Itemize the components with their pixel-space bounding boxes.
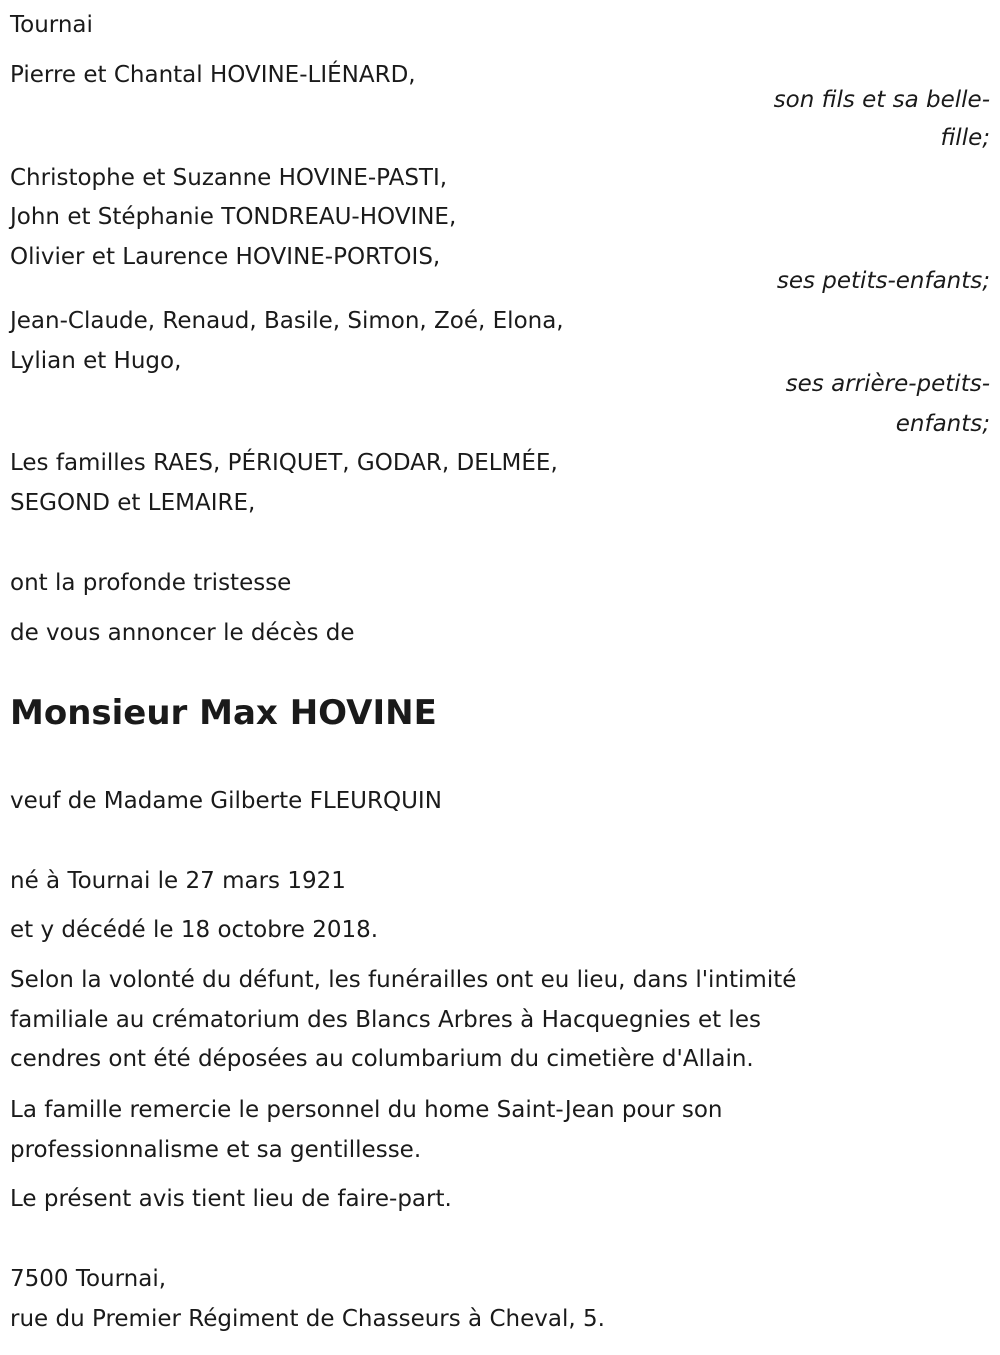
funeral-text: familiale au crématorium des Blancs Arbres à Hacquegnies et les <box>10 1007 761 1033</box>
address: 7500 Tournai, <box>10 1266 167 1292</box>
notice: Le présent avis tient lieu de faire-part. <box>10 1186 452 1212</box>
family-names: SEGOND et LEMAIRE, <box>10 490 256 516</box>
family-names: John et Stéphanie TONDREAU-HOVINE, <box>10 204 457 230</box>
death: et y décédé le 18 octobre 2018. <box>10 917 379 943</box>
birth: né à Tournai le 27 mars 1921 <box>10 868 346 894</box>
city: Tournai <box>10 12 93 38</box>
announcement: ont la profonde tristesse <box>10 570 292 596</box>
family-relation: ses arrière-petits- <box>785 371 990 397</box>
family-names: Jean-Claude, Renaud, Basile, Simon, Zoé, Elona, <box>10 308 564 334</box>
address: rue du Premier Régiment de Chasseurs à Cheval, 5. <box>10 1306 605 1332</box>
family-relation: ses petits-enfants; <box>776 268 990 294</box>
thanks-text: La famille remercie le personnel du home Saint-Jean pour son <box>10 1097 723 1123</box>
family-relation: son fils et sa belle- <box>773 87 990 113</box>
family-relation: fille; <box>940 125 990 151</box>
family-names: Pierre et Chantal HOVINE-LIÉNARD, <box>10 62 416 88</box>
family-names: Lylian et Hugo, <box>10 348 182 374</box>
funeral-text: Selon la volonté du défunt, les funérailles ont eu lieu, dans l'intimité <box>10 967 797 993</box>
family-names: Les familles RAES, PÉRIQUET, GODAR, DELMÉE, <box>10 450 558 476</box>
spouse: veuf de Madame Gilberte FLEURQUIN <box>10 788 442 814</box>
thanks-text: professionnalisme et sa gentillesse. <box>10 1137 422 1163</box>
family-names: Christophe et Suzanne HOVINE-PASTI, <box>10 165 448 191</box>
announcement: de vous annoncer le décès de <box>10 620 355 646</box>
family-relation: enfants; <box>895 411 990 437</box>
funeral-text: cendres ont été déposées au columbarium du cimetière d'Allain. <box>10 1046 754 1072</box>
family-names: Olivier et Laurence HOVINE-PORTOIS, <box>10 244 441 270</box>
deceased-name: Monsieur Max HOVINE <box>10 693 437 733</box>
